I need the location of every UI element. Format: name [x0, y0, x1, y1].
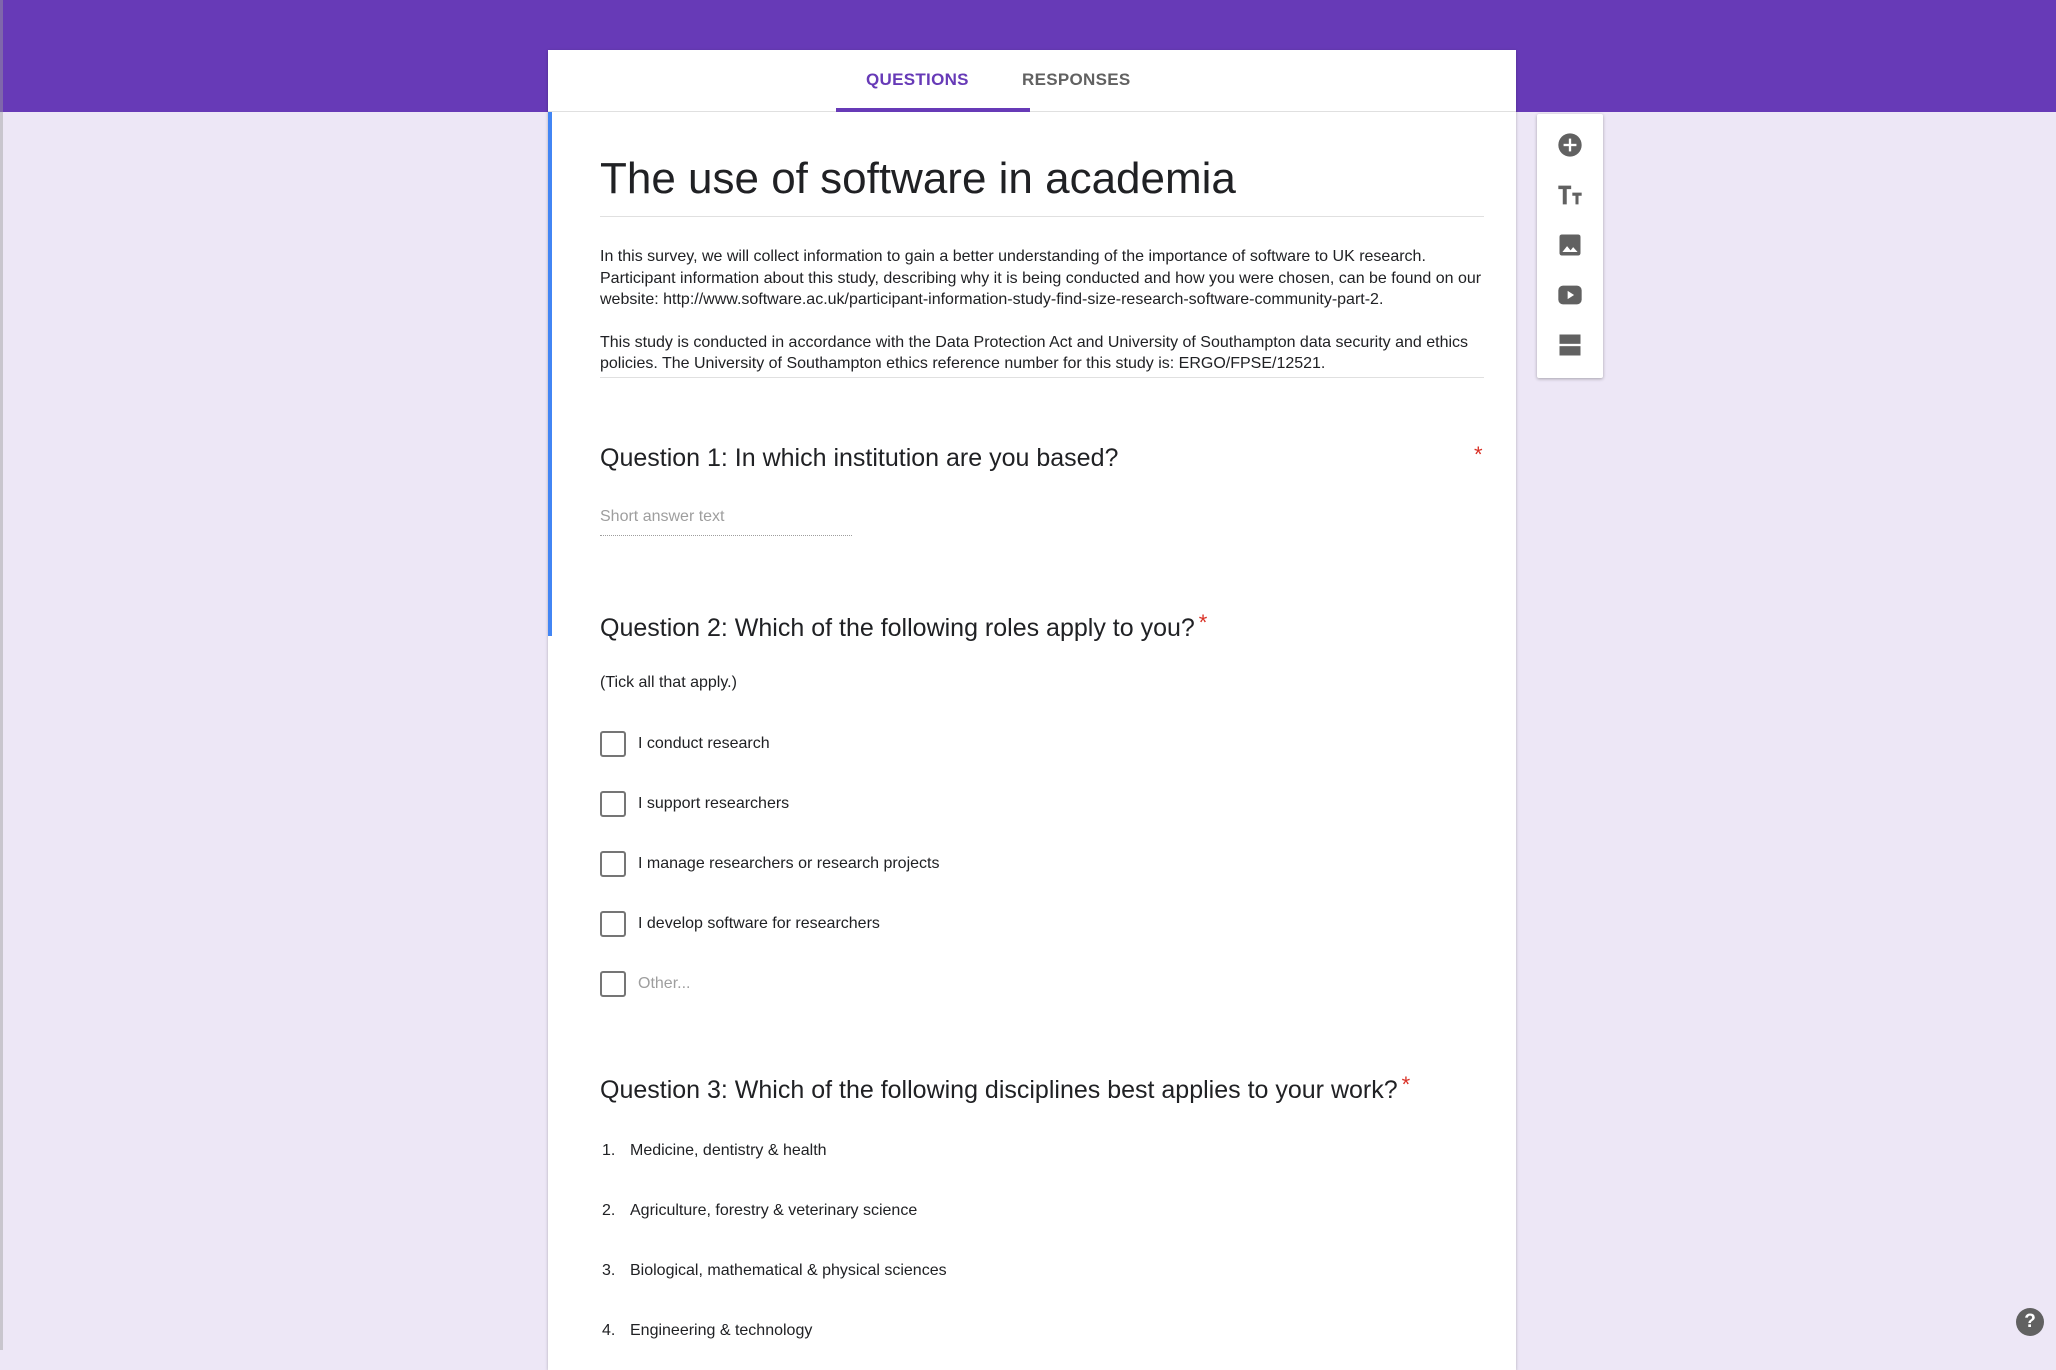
list-number: 2.: [602, 1202, 616, 1219]
help-icon[interactable]: ?: [2016, 1308, 2044, 1336]
question-2-title[interactable]: [600, 610, 1208, 643]
checkbox[interactable]: [600, 911, 626, 937]
option-label: I manage researchers or research projects: [638, 855, 940, 872]
add-image-button[interactable]: [1550, 225, 1590, 265]
required-marker: *: [1198, 610, 1208, 635]
option-label: I conduct research: [638, 735, 770, 752]
list-number: 3.: [602, 1262, 616, 1279]
list-label: Biological, mathematical & physical sciences: [630, 1262, 947, 1279]
section-icon: [1556, 331, 1584, 359]
add-video-button[interactable]: [1550, 275, 1590, 315]
active-section-indicator: [548, 112, 552, 636]
list-number: 4.: [602, 1322, 616, 1339]
tab-questions[interactable]: QUESTIONS: [866, 70, 969, 89]
add-question-icon: [1556, 131, 1584, 159]
checkbox[interactable]: [600, 971, 626, 997]
add-title-button[interactable]: [1550, 175, 1590, 215]
required-toggle-icon: *: [1474, 442, 1483, 467]
required-marker: *: [1401, 1072, 1411, 1097]
form-title[interactable]: The use of software in academia: [600, 154, 1484, 217]
question-2-subtext: (Tick all that apply.): [600, 674, 737, 691]
checkbox-option[interactable]: [600, 790, 789, 818]
floating-toolbar: [1537, 114, 1603, 378]
list-label: Medicine, dentistry & health: [630, 1142, 827, 1159]
question-2-text: Question 2: Which of the following roles apply to you?: [600, 614, 1195, 642]
checkbox[interactable]: [600, 731, 626, 757]
window-edge: [0, 0, 3, 1350]
list-item: [602, 1262, 947, 1280]
list-item: [602, 1142, 827, 1160]
list-item: [602, 1322, 812, 1340]
checkbox-option[interactable]: [600, 730, 770, 758]
option-label: I develop software for researchers: [638, 915, 880, 932]
video-icon: [1556, 281, 1584, 309]
question-1-title[interactable]: Question 1: In which institution are you based?: [600, 444, 1119, 472]
form-card: [548, 50, 1516, 1370]
list-number: 1.: [602, 1142, 616, 1159]
title-text-icon: [1556, 181, 1584, 209]
question-3-title[interactable]: [600, 1072, 1411, 1105]
option-label: I support researchers: [638, 795, 790, 812]
short-answer-field: Short answer text: [600, 508, 852, 536]
list-label: Engineering & technology: [630, 1322, 813, 1339]
tab-responses[interactable]: RESPONSES: [1022, 70, 1131, 89]
checkbox[interactable]: [600, 791, 626, 817]
active-tab-indicator: [836, 108, 1030, 112]
checkbox[interactable]: [600, 851, 626, 877]
add-question-button[interactable]: [1550, 125, 1590, 165]
tab-bar: [548, 50, 1516, 112]
option-other-label: Other...: [638, 975, 691, 992]
image-icon: [1556, 231, 1584, 259]
add-section-button[interactable]: [1550, 325, 1590, 365]
checkbox-option-other[interactable]: [600, 970, 690, 998]
checkbox-option[interactable]: [600, 850, 939, 878]
list-label: Agriculture, forestry & veterinary science: [630, 1202, 918, 1219]
description-paragraph-2: This study is conducted in accordance with the Data Protection Act and University of Southampton data security and ethics policies. The University of Southampton ethics reference number for this study is: ERGO/FPSE/12521.: [600, 333, 1469, 372]
checkbox-option[interactable]: [600, 910, 880, 938]
description-paragraph-1: In this survey, we will collect information to gain a better understanding of the importance of software to UK research. Participant information about this study, describing why it is being conducted and how you were chosen, can be found on our website: http://www.software.ac.uk/participant-information-study-find-size-research-software-community-part-2.: [600, 248, 1482, 308]
list-item: [602, 1202, 917, 1220]
form-description[interactable]: [600, 246, 1484, 378]
question-3-text: Question 3: Which of the following disciplines best applies to your work?: [600, 1076, 1398, 1104]
